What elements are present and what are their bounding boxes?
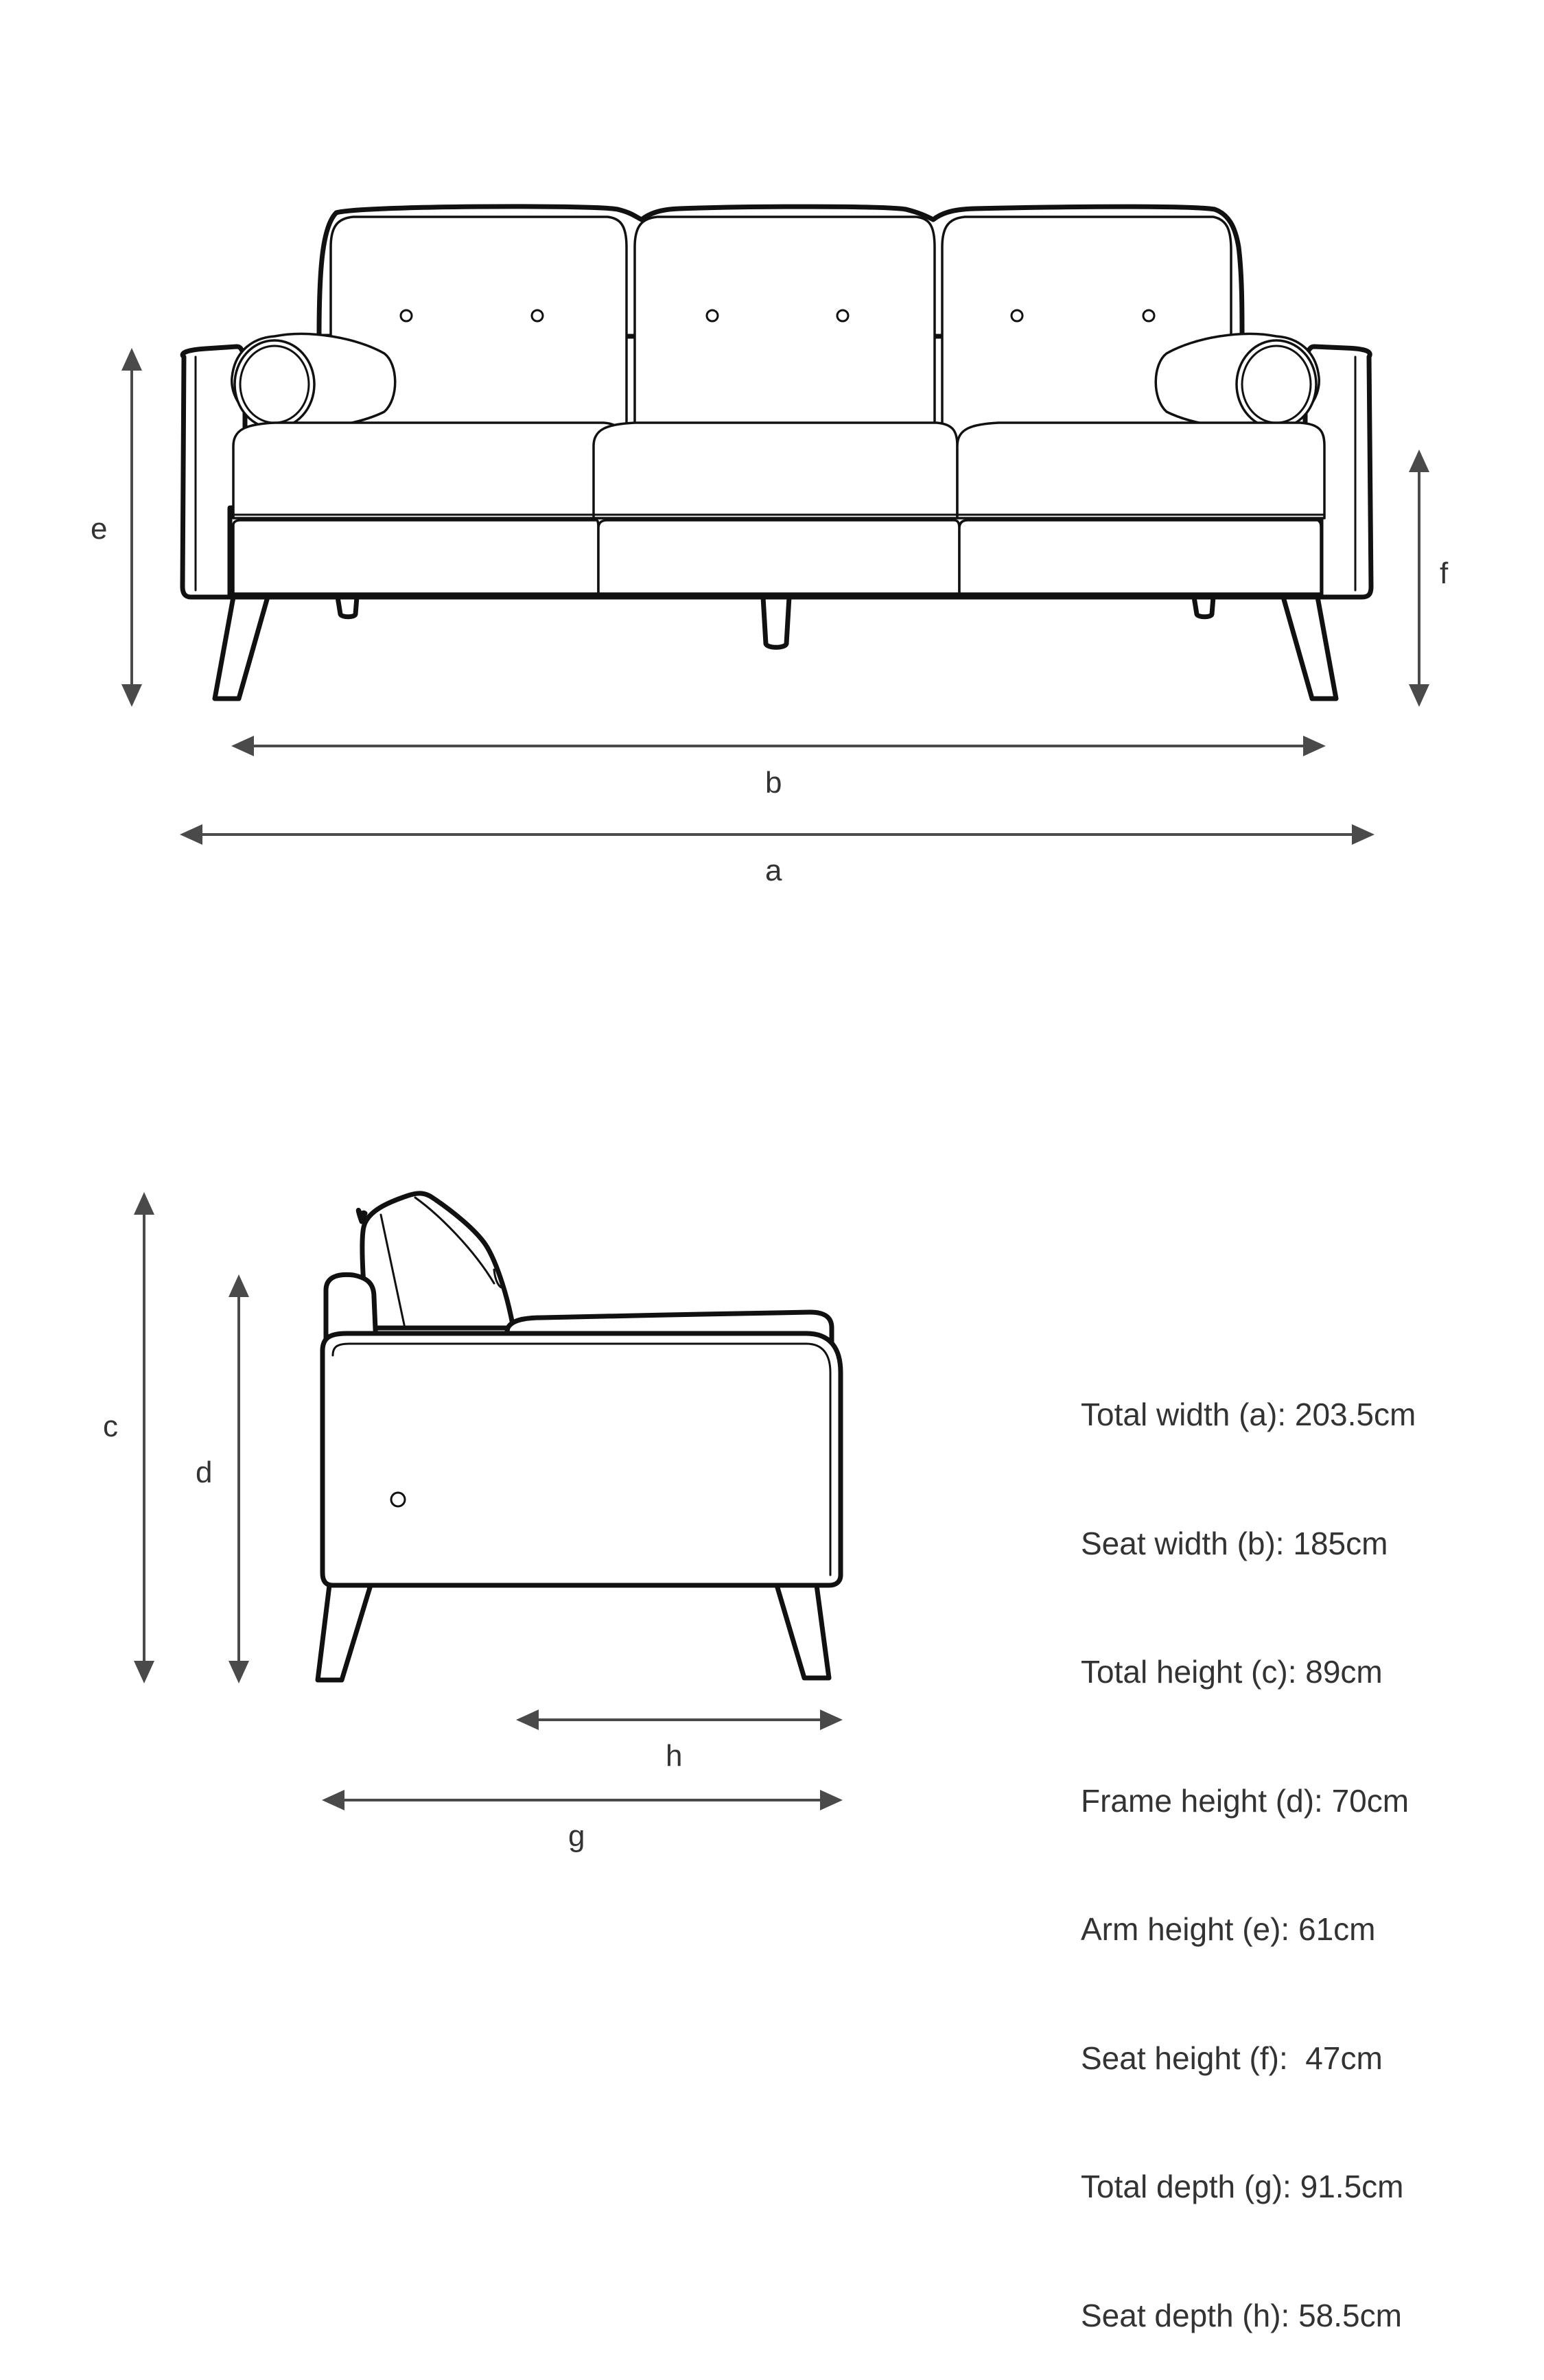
- sofa-leg: [318, 1585, 371, 1680]
- spec-seat-depth: Seat depth (h): 58.5cm: [1081, 2297, 1402, 2333]
- spec-total-depth: Total depth (g): 91.5cm: [1081, 2169, 1404, 2204]
- label-a: a: [765, 854, 782, 887]
- sofa-leg: [1194, 597, 1213, 617]
- label-b: b: [765, 766, 782, 800]
- spec-seat-height: Seat height (f): 47cm: [1081, 2040, 1383, 2076]
- dimension-h: [516, 1710, 843, 1730]
- dimension-c: [134, 1192, 154, 1683]
- sofa-leg: [1283, 597, 1336, 699]
- tuft-button: [532, 310, 543, 321]
- sofa-leg: [763, 597, 789, 647]
- specifications-list: [1081, 1307, 1416, 2380]
- tuft-button: [1011, 310, 1022, 321]
- tuft-button: [707, 310, 718, 321]
- sofa-front-view: [183, 207, 1371, 699]
- label-f: f: [1440, 557, 1449, 590]
- label-d: d: [196, 1456, 213, 1489]
- dimension-e: [121, 348, 142, 707]
- spec-total-height: Total height (c): 89cm: [1081, 1654, 1383, 1690]
- tuft-button: [401, 310, 412, 321]
- sofa-leg: [338, 597, 357, 617]
- sofa-side-arm: [323, 1333, 841, 1585]
- seat-cushion: [594, 423, 957, 518]
- spec-arm-height: Arm height (e): 61cm: [1081, 1911, 1376, 1947]
- spec-seat-width: Seat width (b): 185cm: [1081, 1525, 1388, 1561]
- label-c: c: [103, 1410, 118, 1443]
- dimension-d: [229, 1274, 249, 1683]
- seat-cushion: [233, 423, 624, 518]
- dimension-f: [1409, 450, 1429, 707]
- dimension-a: [180, 824, 1375, 845]
- label-g: g: [568, 1819, 585, 1853]
- label-h: h: [666, 1739, 683, 1773]
- tuft-button: [837, 310, 848, 321]
- sofa-leg: [215, 597, 268, 699]
- spec-frame-height: Frame height (d): 70cm: [1081, 1782, 1410, 1819]
- tuft-button: [1143, 310, 1154, 321]
- sofa-leg: [777, 1585, 829, 1678]
- dimension-b: [231, 736, 1326, 756]
- sofa-side-view: [318, 1193, 841, 1680]
- spec-total-width: Total width (a): 203.5cm: [1081, 1397, 1416, 1432]
- label-e: e: [91, 512, 108, 546]
- tuft-button: [391, 1493, 405, 1506]
- seat-cushion: [957, 423, 1324, 518]
- dimension-g: [322, 1790, 843, 1810]
